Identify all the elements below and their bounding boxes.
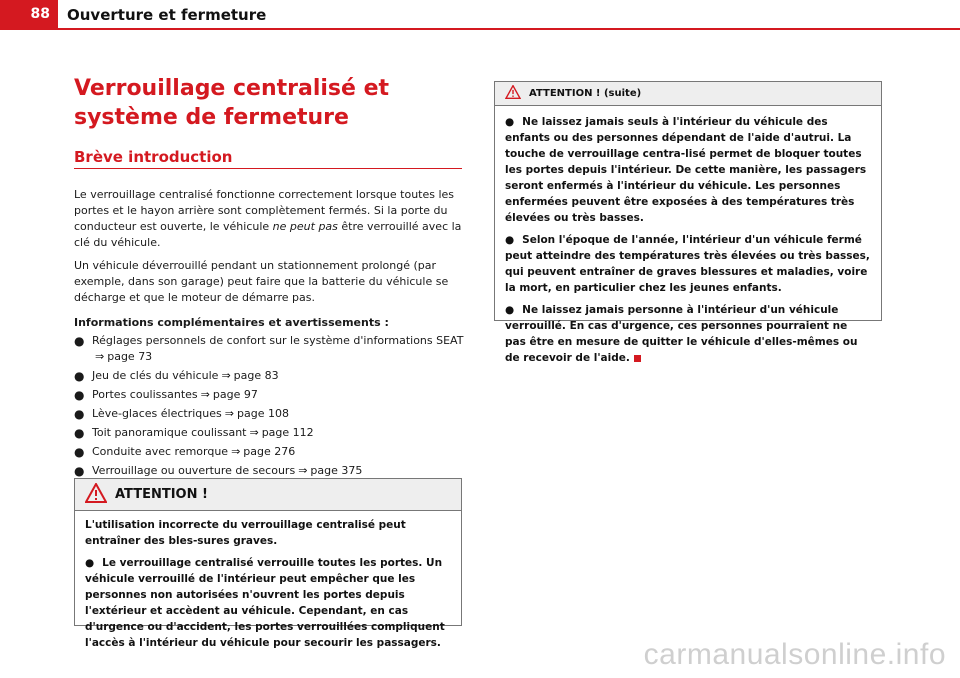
page-link[interactable]: page 375 [310,464,363,477]
warning-title: ATTENTION ! [115,487,208,502]
bullet-icon: ● [85,557,95,569]
warning-title: ATTENTION ! (suite) [529,88,642,99]
arrow-icon: ⇒ [224,407,234,420]
bullet-icon: ● [74,388,85,402]
arrow-icon: ⇒ [95,350,105,363]
list-item [74,425,464,441]
page-number: 88 [0,0,58,28]
arrow-icon: ⇒ [200,388,210,401]
link-text: Portes coulissantes [92,388,198,401]
warning-body [495,106,881,378]
list-item [74,333,464,365]
link-text: Jeu de clés du véhicule [92,369,219,382]
warning-paragraph [505,302,871,366]
warning-paragraph: L'utilisation incorrecte du verrouillage centralisé peut entraîner des bles-sures graves. [85,519,406,547]
intro-text-b: être verrouillé avec la clé du véhicule. [74,220,462,249]
warning-paragraph [85,555,451,651]
warning-body [75,511,461,663]
bullet-icon: ● [505,116,515,128]
bullet-icon: ● [505,304,515,316]
warning-header [495,82,881,106]
arrow-icon: ⇒ [231,445,241,458]
info-heading: Informations complémentaires et avertissements : [74,316,389,329]
cross-reference-list [74,333,464,479]
warning-box-continued [494,81,882,364]
arrow-icon: ⇒ [298,464,308,477]
warning-text: Le verrouillage centralisé verrouille toutes les portes. Un véhicule verrouillé de l'intérieur peut empêcher que les personnes non autorisées n'ouvrent les portes depuis l'extérieur et accèdent au véhicule. Cependant, en cas d'urgence ou d'accident, les portes verrouillées compliquent l'accès à l'intérieur du véhicule pour secourir les passagers. [85,557,445,649]
list-item [74,368,464,384]
arrow-icon: ⇒ [221,369,231,382]
arrow-icon: ⇒ [249,426,259,439]
link-text: Lève-glaces électriques [92,407,222,420]
intro-paragraph-1 [74,187,462,251]
page-link[interactable]: page 112 [261,426,314,439]
page-title: Verrouillage centralisé et système de fermeture [74,76,390,130]
intro-text-a: Le verrouillage centralisé fonctionne correctement lorsque toutes les portes et le hayon arrière sont complètement fermés. Si la porte du conducteur est ouverte, le véhicule [74,188,455,233]
warning-text: Ne laissez jamais seuls à l'intérieur du véhicule des enfants ou des personnes dépendant de l'aide d'autrui. La touche de verrouillage centra-lisé permet de bloquer toutes les portes depuis l'intérieur. De cette manière, les passagers seront enfermés à l'intérieur du véhicule. Les personnes enfermées peuvent être exposées à des températures très élevées ou très basses. [505,116,867,224]
left-column [74,74,464,482]
bullet-icon: ● [74,445,85,459]
warning-paragraph [505,232,871,296]
bullet-icon: ● [74,426,85,440]
list-item [74,406,464,422]
intro-paragraph-2: Un véhicule déverrouillé pendant un stationnement prolongé (par exemple, dans son garage) peut faire que la batterie du véhicule se décharge et que le moteur de démarre pas. [74,259,449,304]
warning-text: Ne laissez jamais personne à l'intérieur d'un véhicule verrouillé. En cas d'urgence, ces personnes pourraient ne pas être en mesure de quitter le véhicule d'elles-mêmes ou de recevoir de l'aide. [505,304,858,364]
list-item [74,444,464,460]
warning-box [74,478,462,649]
bullet-icon: ● [74,369,85,383]
page-link[interactable]: page 73 [107,350,153,363]
warning-paragraph [505,114,871,226]
warning-text: Selon l'époque de l'année, l'intérieur d'un véhicule fermé peut atteindre des températures très élevées ou très basses, qui peuvent entraîner de graves blessures et maladies, voire la mort, en particulier chez les jeunes enfants. [505,234,870,294]
header-rule [0,28,960,30]
warning-header [75,479,461,511]
page-link[interactable]: page 108 [236,407,289,420]
warning-triangle-icon [505,84,521,103]
link-text: Toit panoramique coulissant [92,426,247,439]
section-title: Brève introduction [74,148,462,169]
running-title: Ouverture et fermeture [67,6,267,24]
bullet-icon: ● [505,234,515,246]
warning-triangle-icon [85,483,107,507]
bullet-icon: ● [74,464,85,478]
page-link[interactable]: page 276 [243,445,296,458]
page-link[interactable]: page 97 [212,388,258,401]
link-text: Verrouillage ou ouverture de secours [92,464,296,477]
bullet-icon: ● [74,407,85,421]
link-text: Réglages personnels de confort sur le système d'informations SEAT [92,334,464,347]
page-link[interactable]: page 83 [233,369,279,382]
link-text: Conduite avec remorque [92,445,229,458]
intro-emphasis: ne peut pas [272,220,338,233]
end-of-section-icon [634,355,641,362]
list-item [74,387,464,403]
list-item [74,463,464,479]
bullet-icon: ● [74,334,85,348]
watermark: carmanualsonline.info [643,638,946,671]
